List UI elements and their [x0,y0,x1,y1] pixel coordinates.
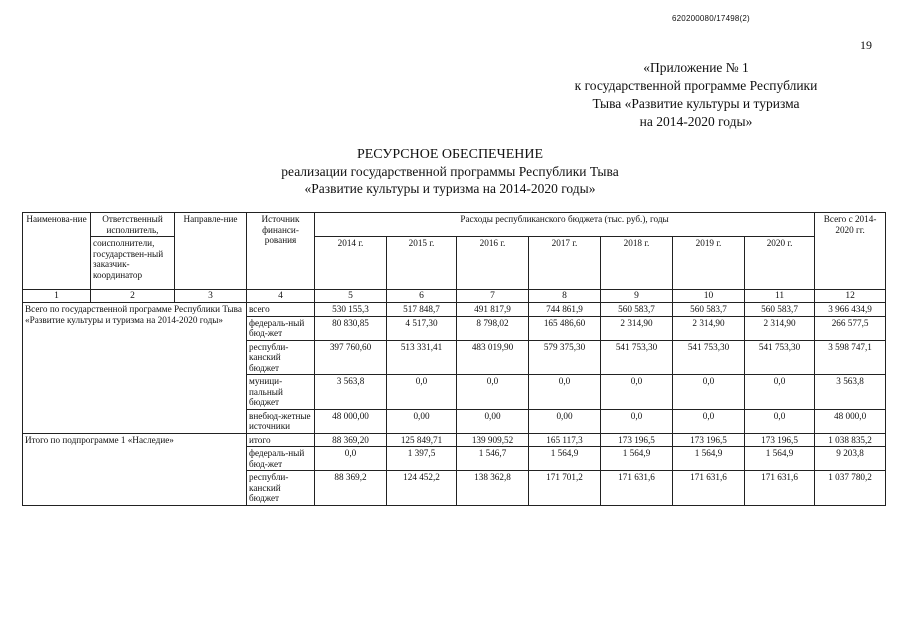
funding-source: республи-канский бюджет [247,471,315,506]
funding-source: итого [247,433,315,447]
column-number: 5 [315,290,387,303]
value-cell: 4 517,30 [387,316,457,340]
column-number: 2 [91,290,175,303]
column-number-row [23,290,886,303]
funding-source: республи-канский бюджет [247,340,315,375]
table-row [23,303,886,317]
page-number: 19 [860,38,872,52]
column-number: 10 [673,290,745,303]
value-cell: 124 452,2 [387,471,457,506]
value-cell: 88 369,20 [315,433,387,447]
appendix-line-3: Тыва «Развитие культуры и туризма [592,96,800,111]
value-cell: 0,00 [387,409,457,433]
value-cell: 0,0 [601,409,673,433]
header-source: Источник финанси-рования [247,213,315,290]
appendix-line-1: «Приложение № 1 [643,60,749,75]
funding-source: всего [247,303,315,317]
value-cell: 1 564,9 [745,447,815,471]
value-cell: 1 546,7 [457,447,529,471]
value-cell: 0,0 [387,375,457,410]
value-cell: 1 397,5 [387,447,457,471]
value-cell: 171 701,2 [529,471,601,506]
header-year: 2014 г. [315,237,387,290]
funding-source: муници-пальный бюджет [247,375,315,410]
value-cell: 171 631,6 [745,471,815,506]
value-cell: 0,0 [315,447,387,471]
value-cell: 138 362,8 [457,471,529,506]
value-cell: 560 583,7 [601,303,673,317]
header-executor-top: Ответственный исполнитель, [91,213,175,237]
column-number: 8 [529,290,601,303]
column-number: 3 [175,290,247,303]
header-year: 2016 г. [457,237,529,290]
column-number: 1 [23,290,91,303]
row-group-name: Всего по государственной программе Республики Тыва «Развитие культуры и туризма на 2014-2020 годы» [23,303,247,434]
title-line-2: реализации государственной программы Республики Тыва [281,164,619,179]
value-cell: 88 369,2 [315,471,387,506]
title-line-1: РЕСУРСНОЕ ОБЕСПЕЧЕНИЕ [356,147,544,162]
value-cell: 171 631,6 [601,471,673,506]
value-cell: 266 577,5 [815,316,886,340]
header-year: 2018 г. [601,237,673,290]
value-cell: 560 583,7 [745,303,815,317]
header-year: 2020 г. [745,237,815,290]
value-cell: 3 563,8 [815,375,886,410]
column-number: 9 [601,290,673,303]
appendix-line-4: на 2014-2020 годы» [639,114,753,129]
value-cell: 171 631,6 [673,471,745,506]
value-cell: 541 753,30 [745,340,815,375]
document-id: 620200080/17498(2) [672,14,750,23]
appendix-header [531,59,861,131]
value-cell: 1 037 780,2 [815,471,886,506]
header-year: 2019 г. [673,237,745,290]
value-cell: 483 019,90 [457,340,529,375]
value-cell: 0,0 [673,375,745,410]
value-cell: 2 314,90 [673,316,745,340]
value-cell: 0,0 [745,409,815,433]
header-direction: Направле-ние [175,213,247,290]
value-cell: 3 598 747,1 [815,340,886,375]
column-number: 4 [247,290,315,303]
value-cell: 1 564,9 [673,447,745,471]
value-cell: 139 909,52 [457,433,529,447]
header-year: 2015 г. [387,237,457,290]
value-cell: 125 849,71 [387,433,457,447]
value-cell: 0,00 [457,409,529,433]
value-cell: 2 314,90 [601,316,673,340]
value-cell: 173 196,5 [601,433,673,447]
value-cell: 165 486,60 [529,316,601,340]
table-header-row-2 [23,237,886,290]
header-name: Наименова-ние [23,213,91,290]
value-cell: 397 760,60 [315,340,387,375]
value-cell: 0,00 [529,409,601,433]
value-cell: 0,0 [457,375,529,410]
appendix-line-2: к государственной программе Республики [574,78,818,93]
value-cell: 3 966 434,9 [815,303,886,317]
funding-source: федераль-ный бюд-жет [247,316,315,340]
table-row [23,433,886,447]
value-cell: 1 564,9 [601,447,673,471]
table-header-row-1 [23,213,886,237]
value-cell: 173 196,5 [673,433,745,447]
value-cell: 48 000,00 [315,409,387,433]
header-total: Всего с 2014-2020 гг. [815,213,886,290]
header-year: 2017 г. [529,237,601,290]
funding-source: внебюд-жетные источники [247,409,315,433]
document-title [200,146,700,197]
title-line-3: «Развитие культуры и туризма на 2014-2020 годы» [304,181,596,196]
value-cell: 517 848,7 [387,303,457,317]
value-cell: 541 753,30 [673,340,745,375]
value-cell: 8 798,02 [457,316,529,340]
value-cell: 541 753,30 [601,340,673,375]
resource-table [22,212,886,506]
value-cell: 173 196,5 [745,433,815,447]
value-cell: 1 038 835,2 [815,433,886,447]
value-cell: 165 117,3 [529,433,601,447]
value-cell: 530 155,3 [315,303,387,317]
column-number: 11 [745,290,815,303]
value-cell: 491 817,9 [457,303,529,317]
value-cell: 48 000,0 [815,409,886,433]
value-cell: 0,0 [673,409,745,433]
value-cell: 0,0 [601,375,673,410]
value-cell: 744 861,9 [529,303,601,317]
column-number: 7 [457,290,529,303]
value-cell: 80 830,85 [315,316,387,340]
value-cell: 2 314,90 [745,316,815,340]
value-cell: 560 583,7 [673,303,745,317]
funding-source: федераль-ный бюд-жет [247,447,315,471]
value-cell: 0,0 [529,375,601,410]
column-number: 6 [387,290,457,303]
value-cell: 3 563,8 [315,375,387,410]
header-expenses: Расходы республиканского бюджета (тыс. руб.), годы [315,213,815,237]
value-cell: 579 375,30 [529,340,601,375]
value-cell: 9 203,8 [815,447,886,471]
column-number: 12 [815,290,886,303]
value-cell: 513 331,41 [387,340,457,375]
header-executor-bottom: соисполнители, государствен-ный заказчик-координатор [91,237,175,290]
value-cell: 1 564,9 [529,447,601,471]
value-cell: 0,0 [745,375,815,410]
row-group-name: Итого по подпрограмме 1 «Наследие» [23,433,247,505]
